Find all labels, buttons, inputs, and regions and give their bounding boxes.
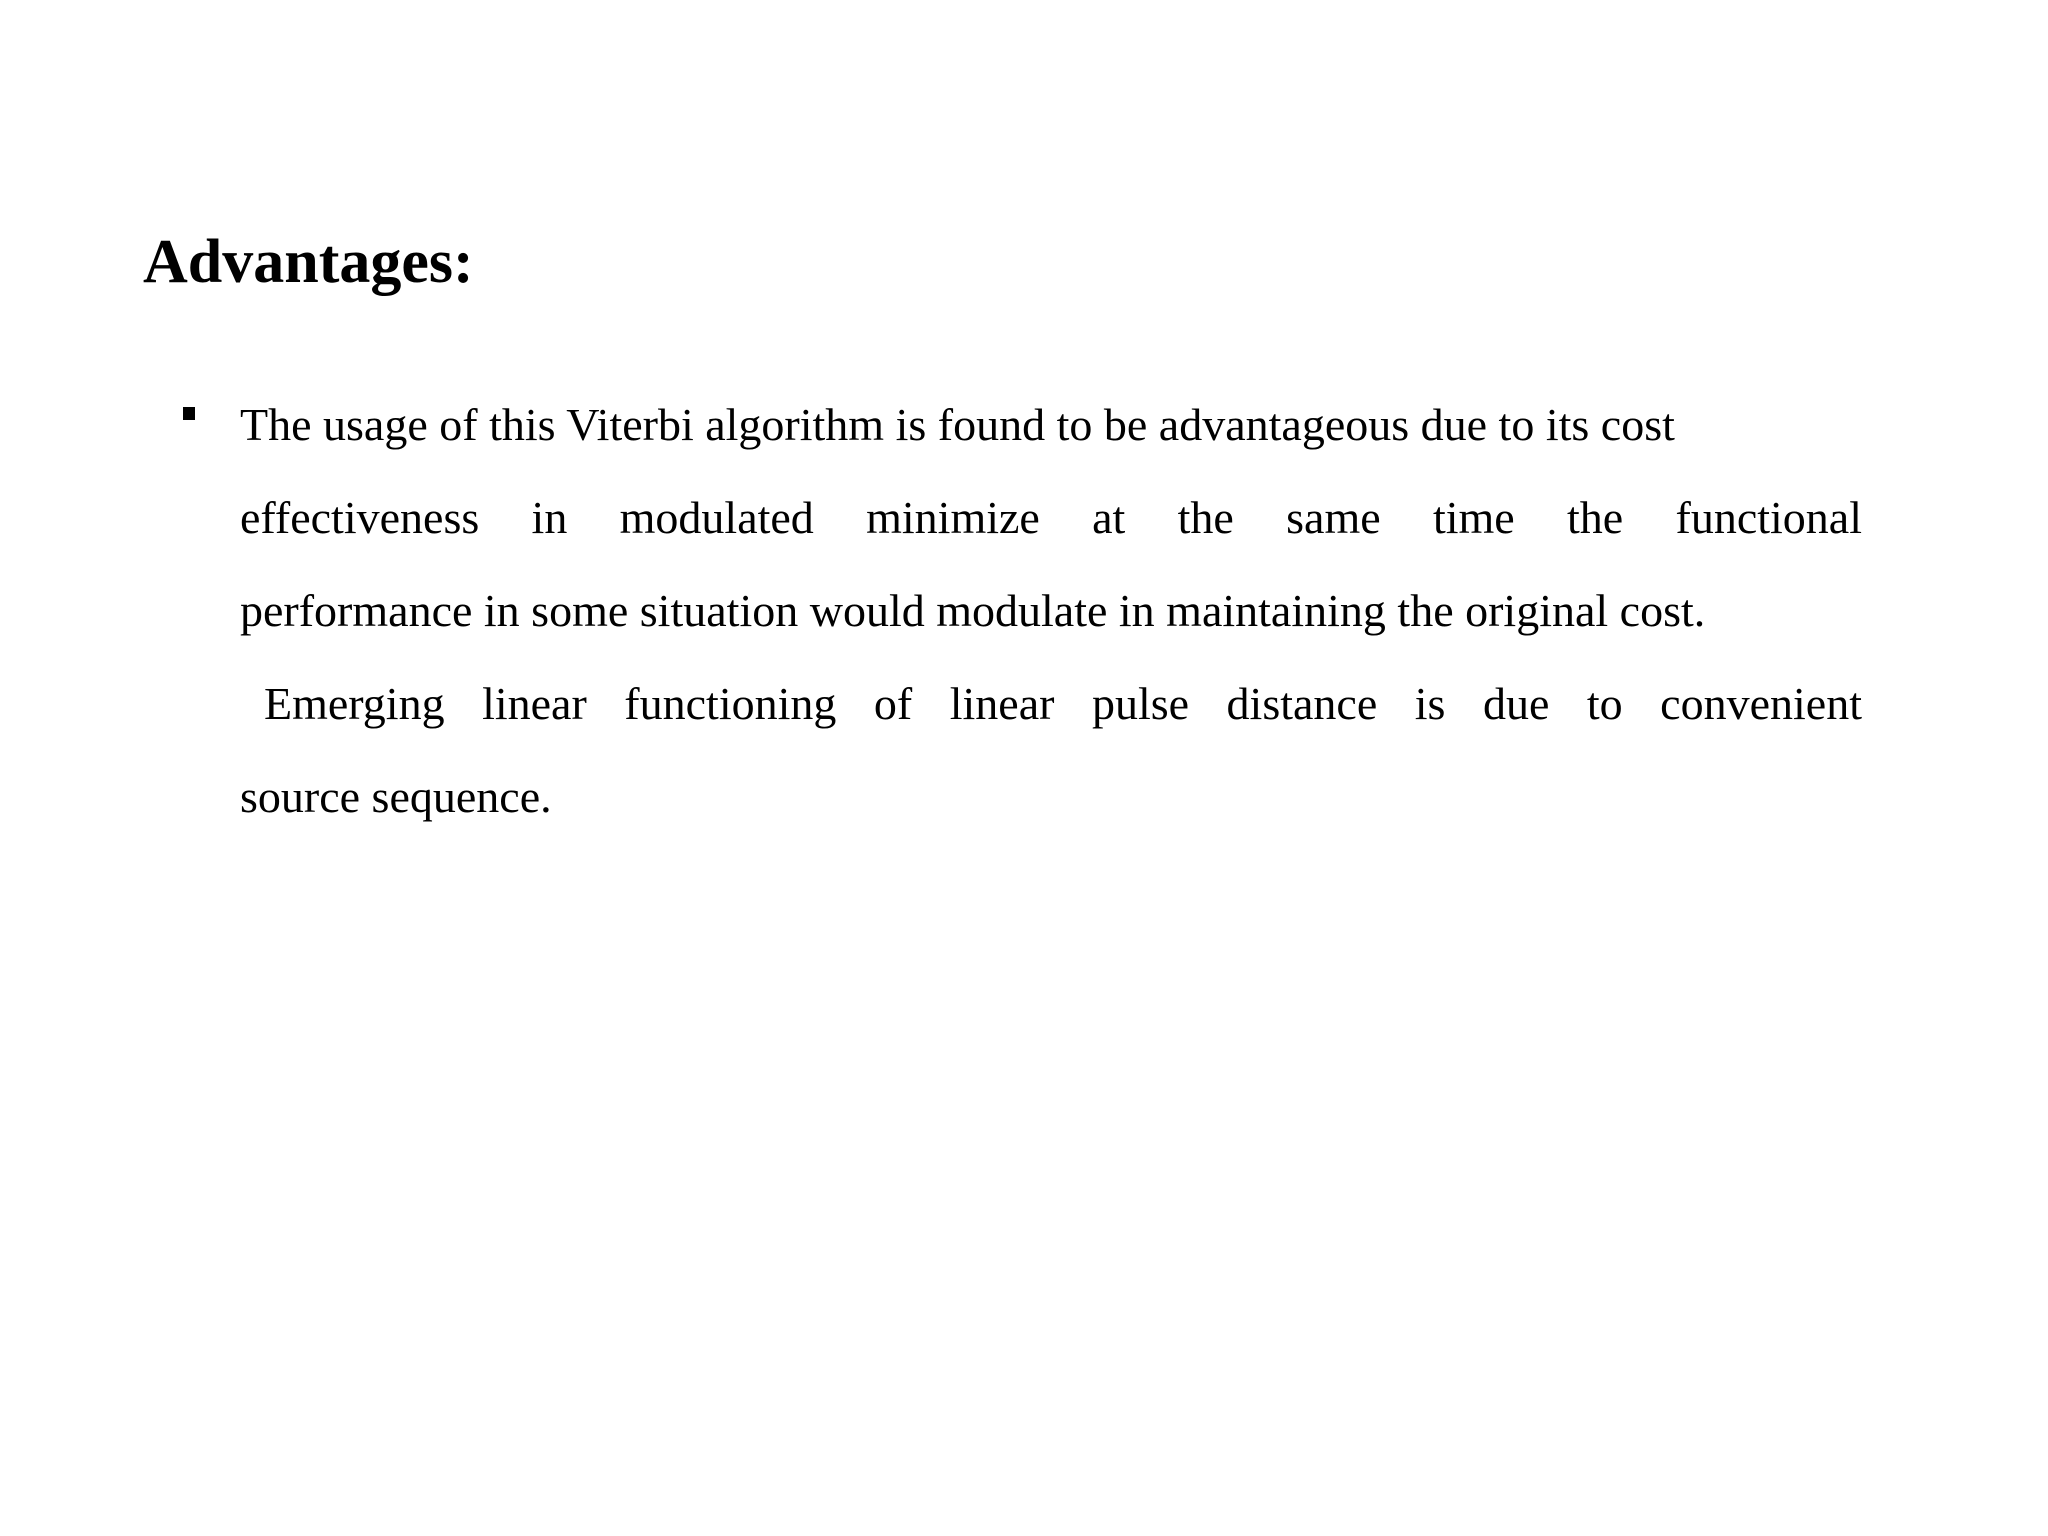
slide-title: Advantages: (143, 228, 474, 296)
bullet-text-line: performance in some situation would modulate in maintaining the original cost. (240, 585, 1706, 636)
bullet-text-line: source sequence. (240, 771, 552, 822)
bullet-text-line: effectiveness in modulated minimize at the same time the functional (240, 492, 1862, 543)
bullet-text-line: The usage of this Viterbi algorithm is found to be advantageous due to its cost (240, 399, 1675, 450)
square-bullet-icon (183, 407, 195, 420)
bullet-text-line: Emerging linear functioning of linear pulse distance is due to convenient (264, 678, 1862, 729)
